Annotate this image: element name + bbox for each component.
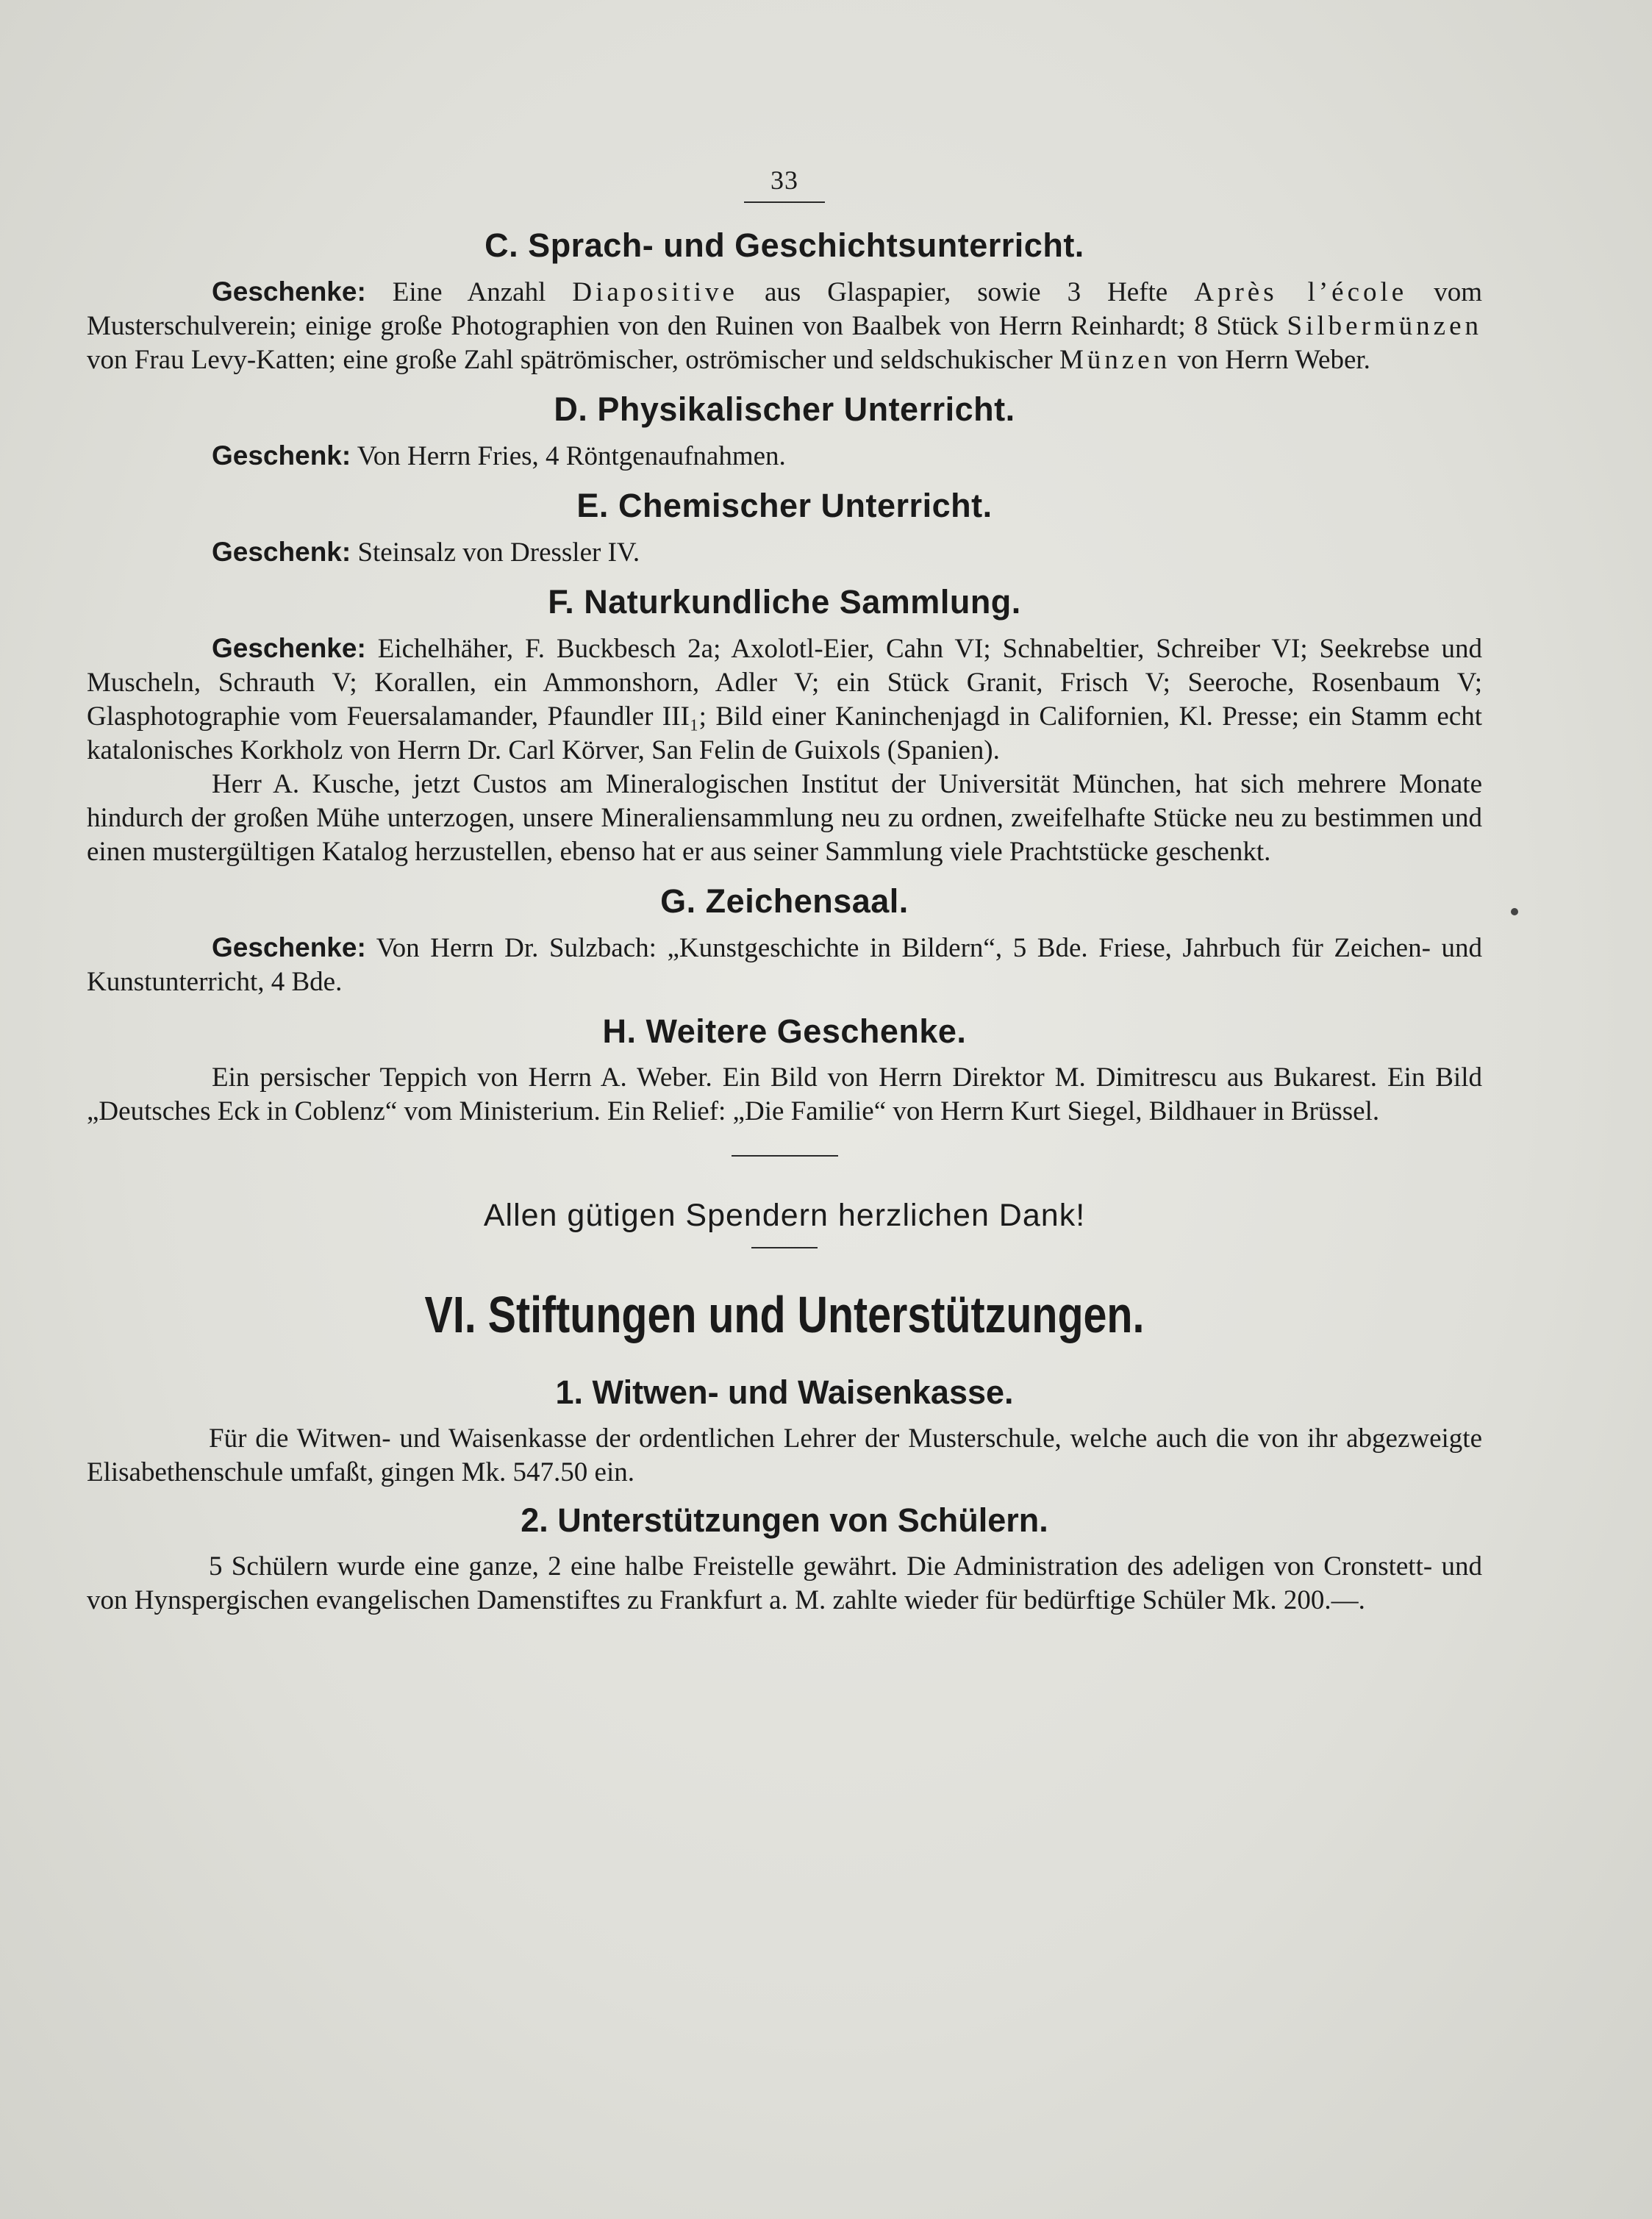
section-f-paragraph-2: Herr A. Kusche, jetzt Custos am Mineralogischen Institut der Universität München, hat sich mehrere Monate hindurch der großen Mühe unterzogen, unsere Mineraliensammlung neu zu ordnen, zweifelhafte Stücke neu zu bestimmen und einen mustergültigen Katalog herzustellen, ebenso hat er aus seiner Sammlung viele Prachtstücke geschenkt. [87, 769, 1482, 867]
page-content [87, 147, 1482, 1618]
section-c-text-5: vom Musterschulverein; einige große Photographien von den Ruinen von Baalbek von Herrn Reinhardt; 8 Stück [87, 277, 1483, 341]
subsection-2-paragraph: 5 Schülern wurde eine ganze, 2 eine halbe Freistelle gewährt. Die Administration des adeligen von Cronstett- und von Hynspergischen evangelischen Damenstiftes zu Frankfurt a. M. zahlte wieder für bedürftige Schüler Mk. 200.—. [87, 1551, 1482, 1615]
section-c-text-6: Silbermünzen [1287, 311, 1482, 341]
section-f-text: Eichelhäher, F. Buckbesch 2a; Axolotl-Eier, Cahn VI; Schnabeltier, Schreiber VI; Seekrebse und Muscheln, Schrauth V; Korallen, ein Ammonshorn, Adler V; ein Stück Granit, Frisch V; Seeroche, Rosenbaum V; Glasphotographie vom Feuersalamander, Pfaundler III₁; Bild einer Kaninchenjagd in Californien, Kl. Presse; ein Stamm echt katalonisches Korkholz von Herrn Dr. Carl Körver, San Felin de Guixols (Spanien). [87, 634, 1482, 765]
section-g-text: Von Herrn Dr. Sulzbach: „Kunstgeschichte in Bildern“, 5 Bde. Friese, Jahrbuch für Zeichen- und Kunstunterricht, 4 Bde. [87, 933, 1482, 997]
section-e-heading: E. Chemischer Unterricht. [576, 487, 993, 524]
section-e-label: Geschenk: [212, 537, 351, 567]
section-c-text-3: aus Glaspapier, sowie 3 Hefte [737, 277, 1195, 307]
section-c-heading: C. Sprach- und Geschichtsunterricht. [484, 226, 1084, 264]
section-f-paragraph [87, 632, 1482, 768]
margin-dot [1511, 908, 1518, 915]
section-g-paragraph [87, 931, 1482, 999]
section-c-text-2: Diapositive [572, 277, 738, 307]
section-h-heading: H. Weitere Geschenke. [602, 1012, 967, 1050]
section-c-text-8: Münzen [1059, 345, 1171, 375]
section-c-text-1: Eine Anzahl [365, 277, 573, 307]
thanks-line: Allen gütigen Spendern herzlichen Dank! [483, 1198, 1086, 1233]
section-d-text: Von Herrn Fries, 4 Röntgenaufnahmen. [351, 441, 786, 471]
section-e-paragraph [87, 535, 1482, 570]
subsection-2-heading: 2. Unterstützungen von Schülern. [521, 1501, 1048, 1539]
section-e-text: Steinsalz von Dressler IV. [351, 537, 640, 568]
section-c-text-9: von Herrn Weber. [1170, 345, 1370, 375]
section-c-label: Geschenke: [212, 276, 366, 307]
subsection-1-heading: 1. Witwen- und Waisenkasse. [555, 1373, 1014, 1411]
section-d-label: Geschenk: [212, 440, 351, 471]
section-f-heading: F. Naturkundliche Sammlung. [548, 583, 1021, 621]
section-d-heading: D. Physikalischer Unterricht. [554, 390, 1015, 428]
thanks-rule [751, 1247, 818, 1248]
section-g-label: Geschenke: [212, 932, 366, 962]
subsection-1-paragraph: Für die Witwen- und Waisenkasse der ordentlichen Lehrer der Musterschule, welche auch die von ihr abgezweigte Elisabethenschule umfaßt, gingen Mk. 547.50 ein. [87, 1423, 1482, 1487]
section-h-paragraph: Ein persischer Teppich von Herrn A. Weber. Ein Bild von Herrn Direktor M. Dimitrescu aus Bukarest. Ein Bild „Deutsches Eck in Coblenz“ vom Ministerium. Ein Relief: „Die Familie“ von Herrn Kurt Siegel, Bildhauer in Brüssel. [87, 1062, 1482, 1126]
section-d-paragraph [87, 439, 1482, 474]
chapter-vi-heading: VI. Stiftungen und Unterstützungen. [424, 1286, 1145, 1343]
section-c-text-7: von Frau Levy-Katten; eine große Zahl spätrömischer, oströmischer und seldschukischer [87, 345, 1059, 375]
section-c-paragraph [87, 275, 1482, 377]
page-number-rule [744, 201, 825, 203]
section-g-heading: G. Zeichensaal. [660, 882, 909, 920]
section-c-text-4: Après l’école [1194, 277, 1408, 307]
page-number: 33 [770, 165, 798, 195]
section-f-label: Geschenke: [212, 633, 366, 663]
section-divider [732, 1155, 838, 1157]
